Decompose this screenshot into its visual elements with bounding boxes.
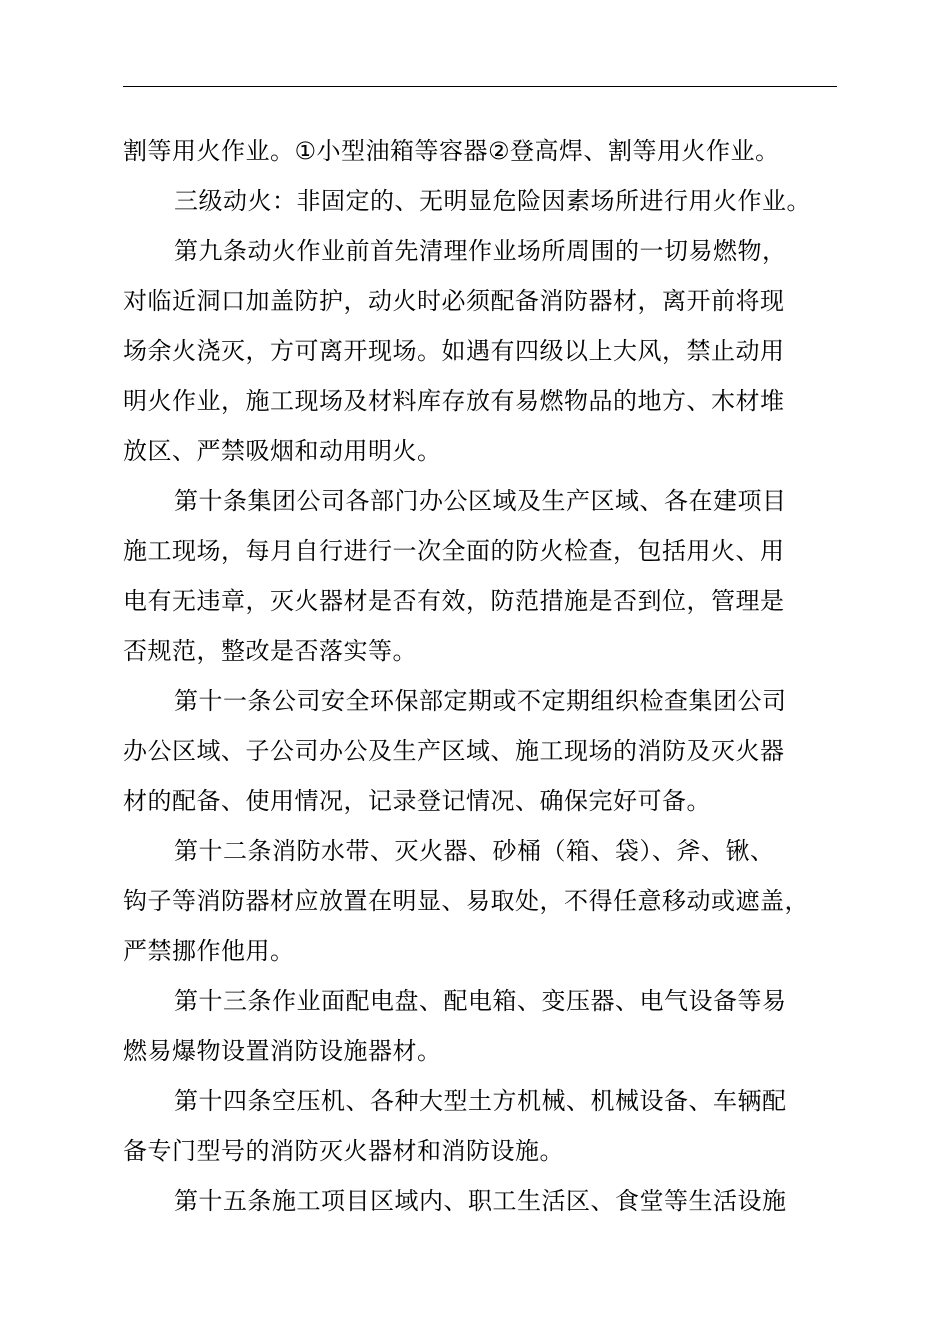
text-line: 第十二条消防水带、灭火器、砂桶（箱、袋）、斧、锹、 bbox=[174, 837, 775, 865]
text-line: 燃易爆物设置消防设施器材。 bbox=[123, 1037, 442, 1065]
document-body bbox=[123, 126, 843, 1226]
text-line: 否规范，整改是否落实等。 bbox=[123, 637, 417, 665]
text-line: 第十三条作业面配电盘、配电箱、变压器、电气设备等易 bbox=[174, 987, 787, 1015]
text-line: 钩子等消防器材应放置在明显、易取处，不得任意移动或遮盖， bbox=[123, 887, 809, 915]
header-rule bbox=[123, 86, 837, 87]
text-line: 三级动火：非固定的、无明显危险因素场所进行用火作业。 bbox=[174, 187, 811, 215]
text-line: 电有无违章，灭火器材是否有效，防范措施是否到位，管理是 bbox=[123, 587, 785, 615]
text-line: 第十五条施工项目区域内、职工生活区、食堂等生活设施 bbox=[174, 1187, 787, 1215]
text-line: 第九条动火作业前首先清理作业场所周围的一切易燃物， bbox=[174, 237, 787, 265]
text-line: 对临近洞口加盖防护，动火时必须配备消防器材，离开前将现 bbox=[123, 287, 785, 315]
text-line: 割等用火作业。①小型油箱等容器②登高焊、割等用火作业。 bbox=[123, 137, 780, 165]
text-line: 场余火浇灭，方可离开现场。如遇有四级以上大风，禁止动用 bbox=[123, 337, 785, 365]
text-line: 备专门型号的消防灭火器材和消防设施。 bbox=[123, 1137, 564, 1165]
text-line: 材的配备、使用情况，记录登记情况、确保完好可备。 bbox=[123, 787, 711, 815]
text-line: 放区、严禁吸烟和动用明火。 bbox=[123, 437, 442, 465]
text-line: 明火作业，施工现场及材料库存放有易燃物品的地方、木材堆 bbox=[123, 387, 785, 415]
text-line: 第十四条空压机、各种大型土方机械、机械设备、车辆配 bbox=[174, 1087, 787, 1115]
text-line: 第十条集团公司各部门办公区域及生产区域、各在建项目 bbox=[174, 487, 787, 515]
text-line: 办公区域、子公司办公及生产区域、施工现场的消防及灭火器 bbox=[123, 737, 785, 765]
text-line: 第十一条公司安全环保部定期或不定期组织检查集团公司 bbox=[174, 687, 787, 715]
text-line: 严禁挪作他用。 bbox=[123, 937, 295, 965]
text-line: 施工现场，每月自行进行一次全面的防火检查，包括用火、用 bbox=[123, 537, 785, 565]
